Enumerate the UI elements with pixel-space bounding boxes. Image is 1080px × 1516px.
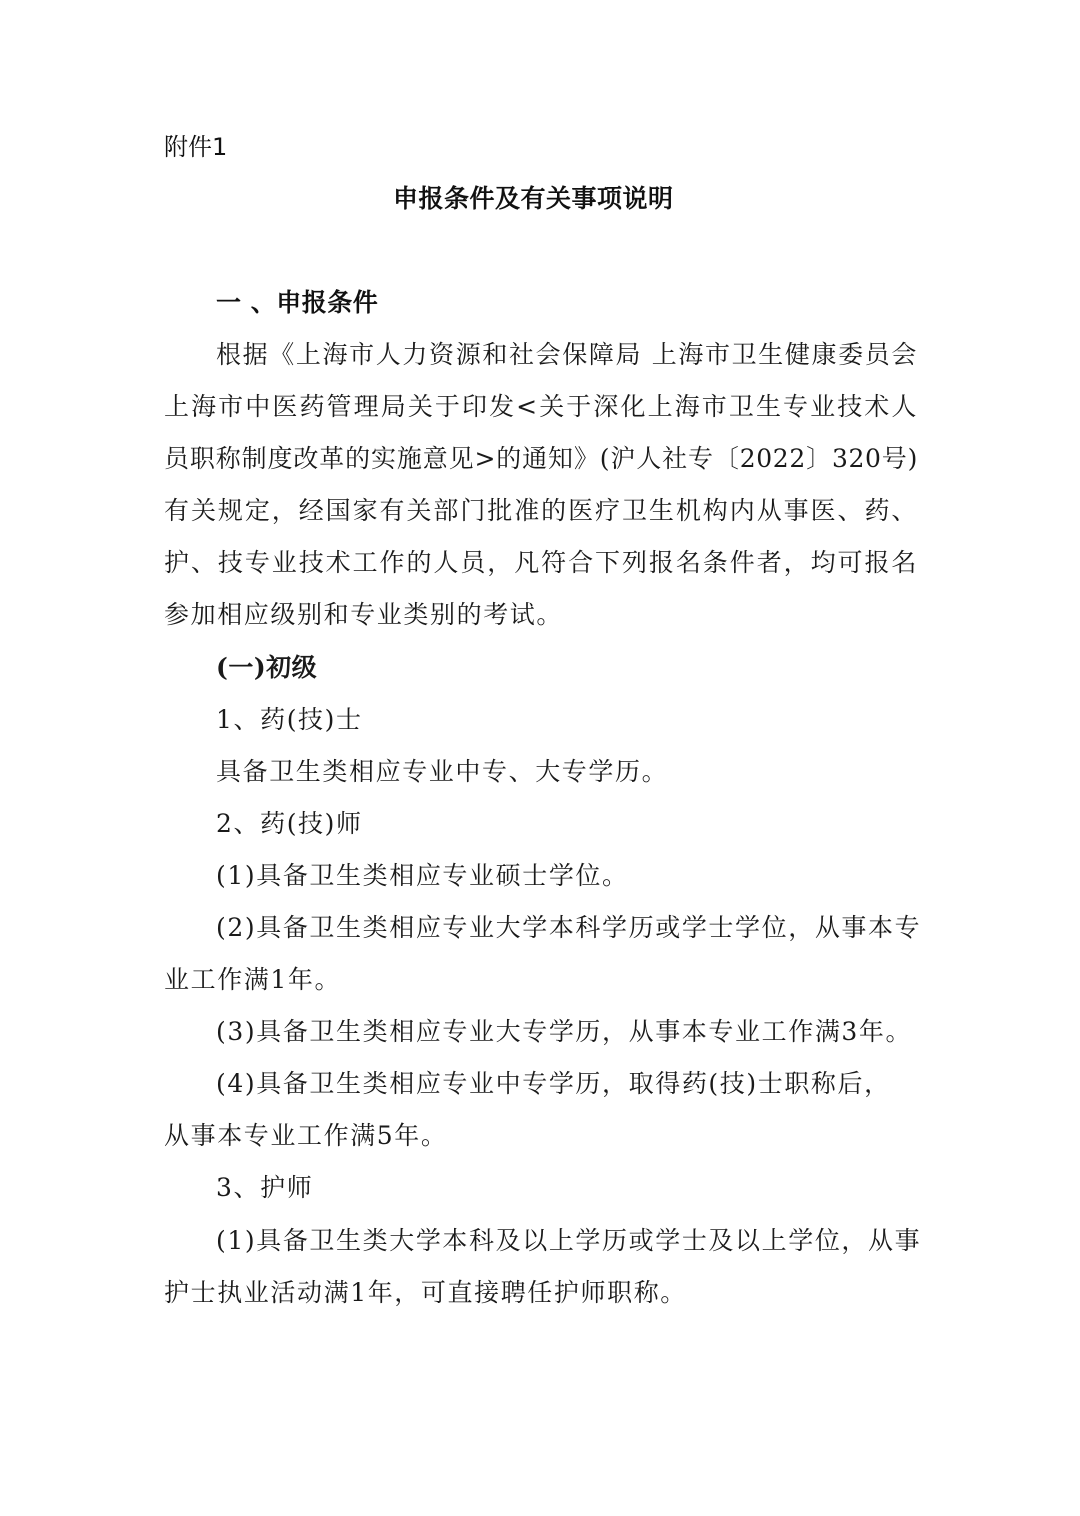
attachment-label: 附件1	[164, 133, 228, 161]
condition-line: (4)具备卫生类相应专业中专学历，取得药(技)士职称后，	[216, 1069, 891, 1098]
intro-line: 护、技专业技术工作的人员，凡符合下列报名条件者，均可报名	[164, 548, 918, 577]
item-text: 具备卫生类相应专业中专、大专学历。	[216, 757, 669, 786]
condition-line: 护士执业活动满1年，可直接聘任护师职称。	[164, 1278, 687, 1307]
condition-line: (3)具备卫生类相应专业大专学历，从事本专业工作满3年。	[216, 1017, 913, 1046]
condition-line: (1)具备卫生类大学本科及以上学历或学士及以上学位，从事	[216, 1226, 922, 1255]
item-heading-pharmacist-assistant: 1、药(技)士	[216, 705, 363, 734]
intro-line: 上海市中医药管理局关于印发<关于深化上海市卫生专业技术人	[164, 392, 918, 421]
item-heading-nurse: 3、护师	[216, 1173, 314, 1202]
item-heading-pharmacist: 2、药(技)师	[216, 809, 363, 838]
subsection-junior-heading: (一)初级	[216, 653, 318, 682]
intro-line: 有关规定，经国家有关部门批准的医疗卫生机构内从事医、药、	[164, 496, 918, 525]
intro-line: 员职称制度改革的实施意见>的通知》(沪人社专〔2022〕320号)	[164, 444, 918, 473]
condition-line: (2)具备卫生类相应专业大学本科学历或学士学位，从事本专	[216, 913, 922, 942]
condition-line: 从事本专业工作满5年。	[164, 1121, 448, 1150]
intro-line: 参加相应级别和专业类别的考试。	[164, 600, 564, 629]
intro-line: 根据《上海市人力资源和社会保障局 上海市卫生健康委员会	[216, 340, 918, 369]
condition-line: (1)具备卫生类相应专业硕士学位。	[216, 861, 629, 890]
condition-line: 业工作满1年。	[164, 965, 342, 994]
document-title: 申报条件及有关事项说明	[393, 184, 674, 213]
section-heading-application-conditions: 一 、申报条件	[216, 288, 379, 317]
